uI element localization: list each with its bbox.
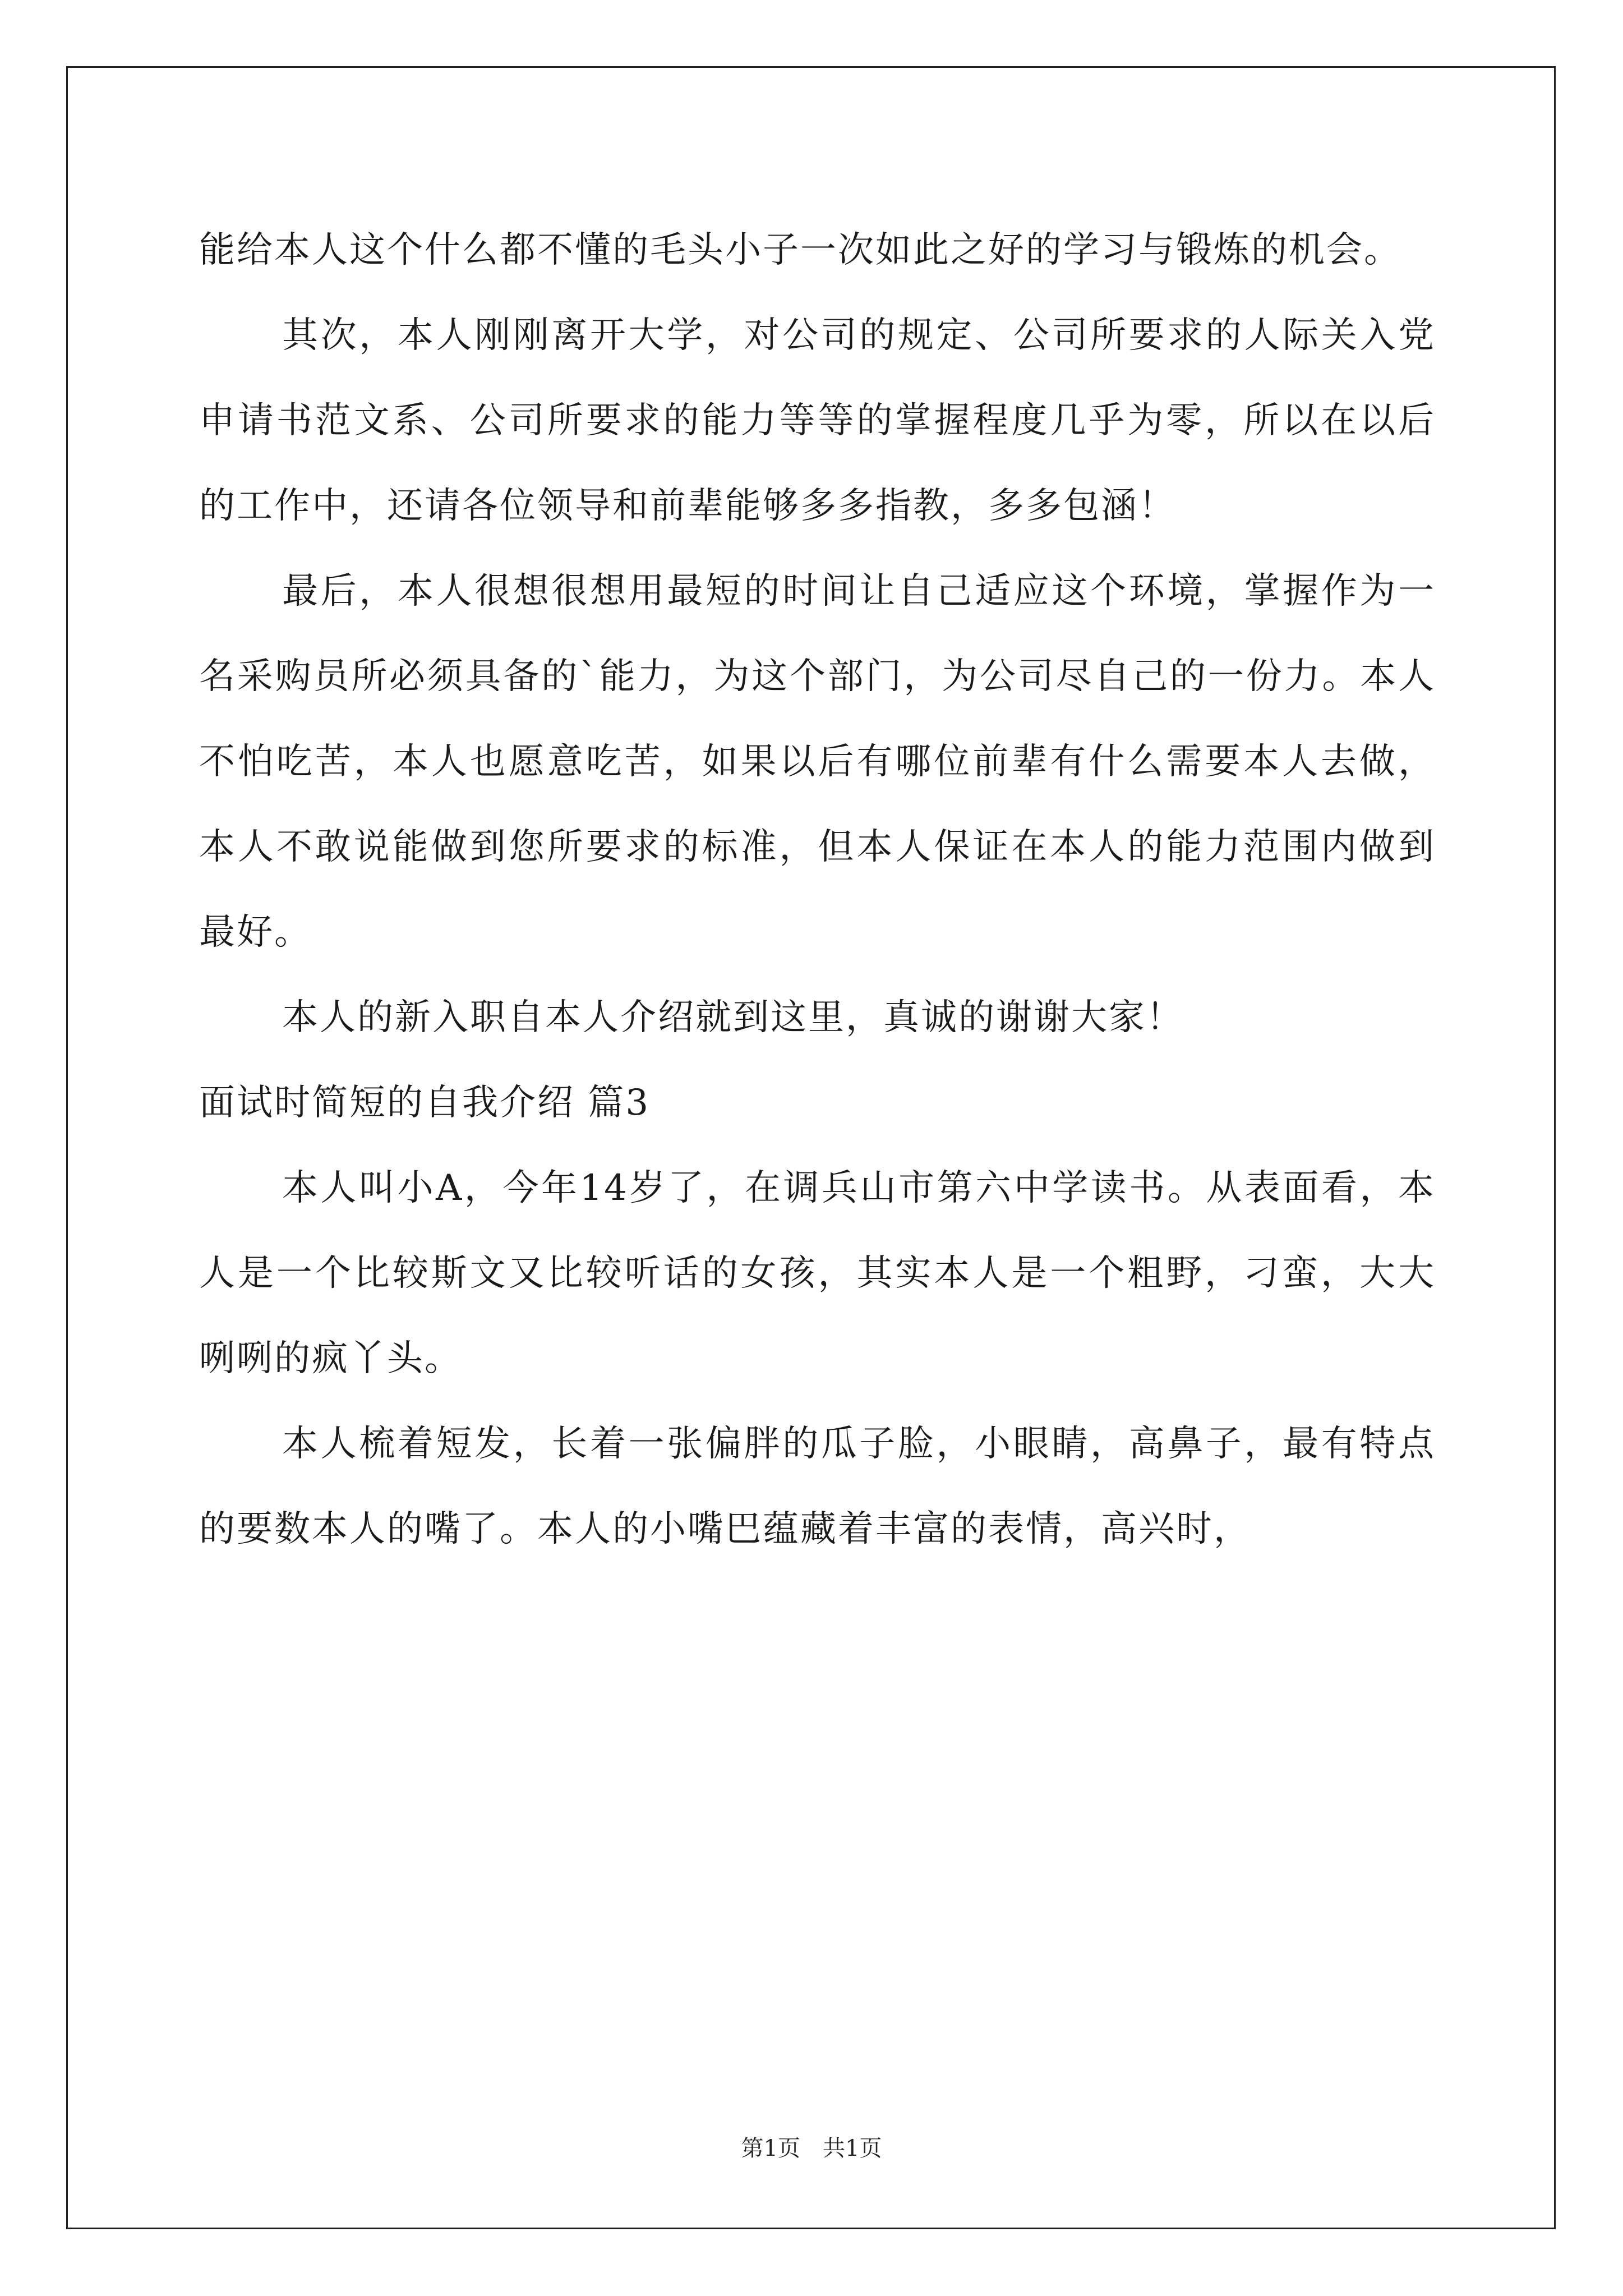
document-body	[199, 208, 1436, 1572]
paragraph-3: 最后，本人很想很想用最短的时间让自己适应这个环境，掌握作为一名采购员所必须具备的`能力，为这个部门，为公司尽自己的一份力。本人不怕吃苦，本人也愿意吃苦，如果以后有哪位前辈有什么需要本人去做，本人不敢说能做到您所要求的标准，但本人保证在本人的能力范围内做到最好。	[199, 570, 1436, 953]
paragraph-6: 本人梳着短发，长着一张偏胖的瓜子脸，小眼睛，高鼻子，最有特点的要数本人的嘴了。本人的小嘴巴蕴藏着丰富的表情，高兴时，	[199, 1423, 1436, 1550]
paragraph-1: 能给本人这个什么都不懂的毛头小子一次如此之好的学习与锻炼的机会。	[199, 229, 1401, 271]
paragraph-2: 其次，本人刚刚离开大学，对公司的规定、公司所要求的人际关入党申请书范文系、公司所要求的能力等等的掌握程度几乎为零，所以在以后的工作中，还请各位领导和前辈能够多多指教，多多包涵！	[199, 315, 1436, 527]
section-heading: 面试时简短的自我介绍 篇3	[199, 1082, 651, 1124]
paragraph-5: 本人叫小A，今年14岁了，在调兵山市第六中学读书。从表面看，本人是一个比较斯文又比较听话的女孩，其实本人是一个粗野，刁蛮，大大咧咧的疯丫头。	[199, 1167, 1436, 1379]
page-footer: 第1页 共1页	[741, 2136, 882, 2161]
paragraph-4: 本人的新入职自本人介绍就到这里，真诚的谢谢大家！	[282, 997, 1184, 1038]
